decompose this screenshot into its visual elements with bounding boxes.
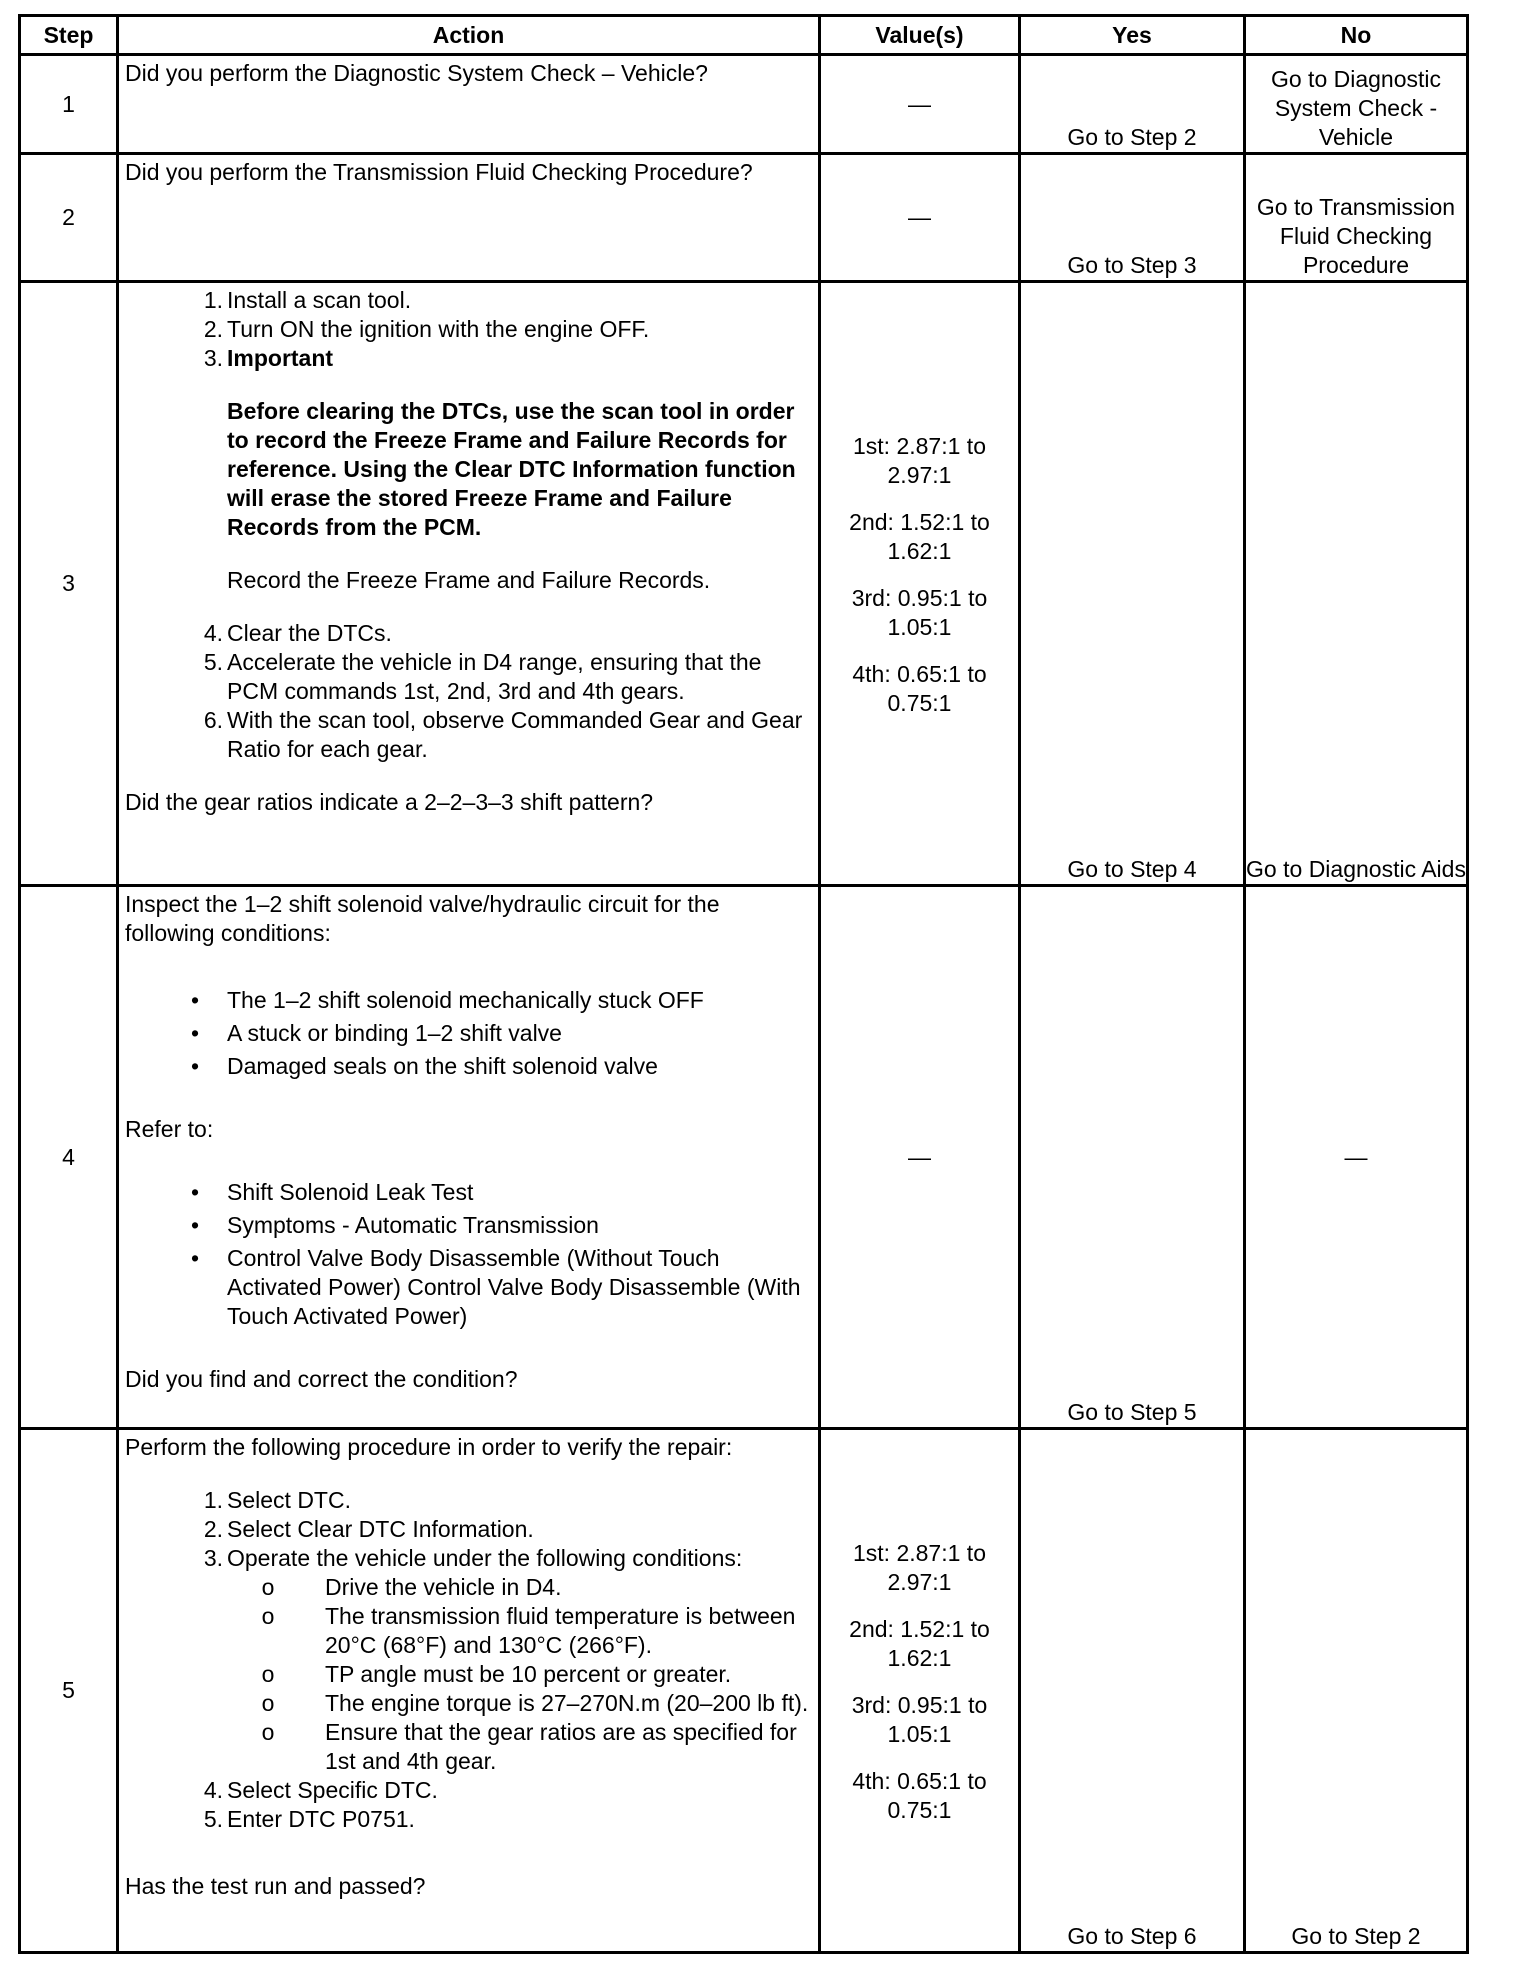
no-cell: Go to Transmission Fluid Checking Procedure <box>1245 154 1468 282</box>
step-number: 1 <box>20 55 118 154</box>
no-cell: Go to Diagnostic System Check - Vehicle <box>1245 55 1468 154</box>
gear-ratio-4th: 4th: 0.65:1 to 0.75:1 <box>852 660 987 716</box>
sub-list-item: o The engine torque is 27–270N.m (20–200 lb ft). <box>261 1690 809 1716</box>
value-cell <box>820 282 1020 886</box>
yes-cell: Go to Step 6 <box>1020 1429 1245 1953</box>
list-item: 5. Enter DTC P0751. <box>203 1806 415 1832</box>
list-item: • The 1–2 shift solenoid mechanically stuck OFF <box>190 987 704 1013</box>
step-number: 4 <box>20 886 118 1429</box>
value-cell: — <box>820 154 1020 282</box>
gear-ratio-2nd: 2nd: 1.52:1 to 1.62:1 <box>849 508 990 564</box>
list-item: • A stuck or binding 1–2 shift valve <box>190 1020 562 1046</box>
list-item: 3. Operate the vehicle under the following conditions: <box>203 1545 743 1571</box>
diagnostic-table <box>18 14 1469 1954</box>
list-item: 4. Clear the DTCs. <box>203 620 392 646</box>
table-row-step-3 <box>20 282 1468 886</box>
gear-ratio-1st: 1st: 2.87:1 to 2.97:1 <box>853 1539 986 1595</box>
intro-text: Perform the following procedure in order to verify the repair: <box>125 1434 733 1460</box>
intro-text: Inspect the 1–2 shift solenoid valve/hydraulic circuit for the following conditions: <box>125 891 720 946</box>
table-row-step-5 <box>20 1429 1468 1953</box>
question-text: Did you perform the Diagnostic System Check – Vehicle? <box>125 60 708 86</box>
step-number: 5 <box>20 1429 118 1953</box>
list-item: 1. Select DTC. <box>203 1487 351 1513</box>
list-item: 1. Install a scan tool. <box>203 287 412 313</box>
refer-label: Refer to: <box>125 1116 214 1142</box>
action-cell <box>118 282 820 886</box>
yes-cell: Go to Step 5 <box>1020 886 1245 1429</box>
list-item: 3. Important <box>125 344 812 373</box>
action-cell <box>118 1429 820 1953</box>
sub-list-item: o TP angle must be 10 percent or greater. <box>261 1661 732 1687</box>
question-text: Did the gear ratios indicate a 2–2–3–3 shift pattern? <box>125 789 654 815</box>
reference-link[interactable]: • Symptoms - Automatic Transmission <box>190 1212 599 1238</box>
gear-ratio-3rd: 3rd: 0.95:1 to 1.05:1 <box>851 584 988 640</box>
header-action: Action <box>118 16 820 55</box>
question-text: Did you find and correct the condition? <box>125 1366 518 1392</box>
action-cell <box>118 55 820 154</box>
action-cell <box>118 154 820 282</box>
list-item: • Damaged seals on the shift solenoid valve <box>190 1053 658 1079</box>
sub-list-item: o Drive the vehicle in D4. <box>261 1574 562 1600</box>
list-item: 5. Accelerate the vehicle in D4 range, ensuring that the PCM commands 1st, 2nd, 3rd and 4th gears. <box>203 649 762 704</box>
header-no: No <box>1245 16 1468 55</box>
question-text: Has the test run and passed? <box>125 1873 426 1899</box>
list-item: 6. With the scan tool, observe Commanded Gear and Gear Ratio for each gear. <box>203 707 803 762</box>
header-step: Step <box>20 16 118 55</box>
table-row-step-4 <box>20 886 1468 1429</box>
yes-cell: Go to Step 2 <box>1020 55 1245 154</box>
value-cell <box>820 1429 1020 1953</box>
reference-link[interactable]: • Shift Solenoid Leak Test <box>190 1179 474 1205</box>
important-note: Before clearing the DTCs, use the scan tool in order to record the Freeze Frame and Failure Records for reference. Using the Clear DTC Information function will erase the stored Freeze Frame and Failure Records from the PCM. <box>227 398 796 540</box>
no-cell: Go to Diagnostic Aids <box>1245 282 1468 886</box>
gear-ratio-3rd: 3rd: 0.95:1 to 1.05:1 <box>851 1691 988 1747</box>
yes-cell: Go to Step 3 <box>1020 154 1245 282</box>
list-item: 2. Turn ON the ignition with the engine OFF. <box>203 316 650 342</box>
no-cell: — <box>1245 886 1468 1429</box>
question-text: Did you perform the Transmission Fluid Checking Procedure? <box>125 159 753 185</box>
value-cell: — <box>820 886 1020 1429</box>
step-number: 2 <box>20 154 118 282</box>
list-item: 2. Select Clear DTC Information. <box>203 1516 534 1542</box>
header-row <box>20 16 1468 55</box>
header-values: Value(s) <box>820 16 1020 55</box>
gear-ratio-4th: 4th: 0.65:1 to 0.75:1 <box>852 1767 987 1823</box>
gear-ratio-1st: 1st: 2.87:1 to 2.97:1 <box>853 432 986 488</box>
yes-cell: Go to Step 4 <box>1020 282 1245 886</box>
value-cell: — <box>820 55 1020 154</box>
record-note: Record the Freeze Frame and Failure Records. <box>227 567 711 593</box>
reference-link[interactable]: • Control Valve Body Disassemble (Without Touch Activated Power) Control Valve Body Disassemble (With Touch Activated Power) <box>190 1245 801 1329</box>
table-row-step-2 <box>20 154 1468 282</box>
step-number: 3 <box>20 282 118 886</box>
action-cell <box>118 886 820 1429</box>
sub-list-item: o Ensure that the gear ratios are as specified for 1st and 4th gear. <box>261 1719 797 1774</box>
no-cell: Go to Step 2 <box>1245 1429 1468 1953</box>
important-label: Important <box>227 345 334 371</box>
table-row-step-1 <box>20 55 1468 154</box>
header-yes: Yes <box>1020 16 1245 55</box>
sub-list-item: o The transmission fluid temperature is between 20°C (68°F) and 130°C (266°F). <box>261 1603 796 1658</box>
list-item: 4. Select Specific DTC. <box>203 1777 438 1803</box>
gear-ratio-2nd: 2nd: 1.52:1 to 1.62:1 <box>849 1615 990 1671</box>
